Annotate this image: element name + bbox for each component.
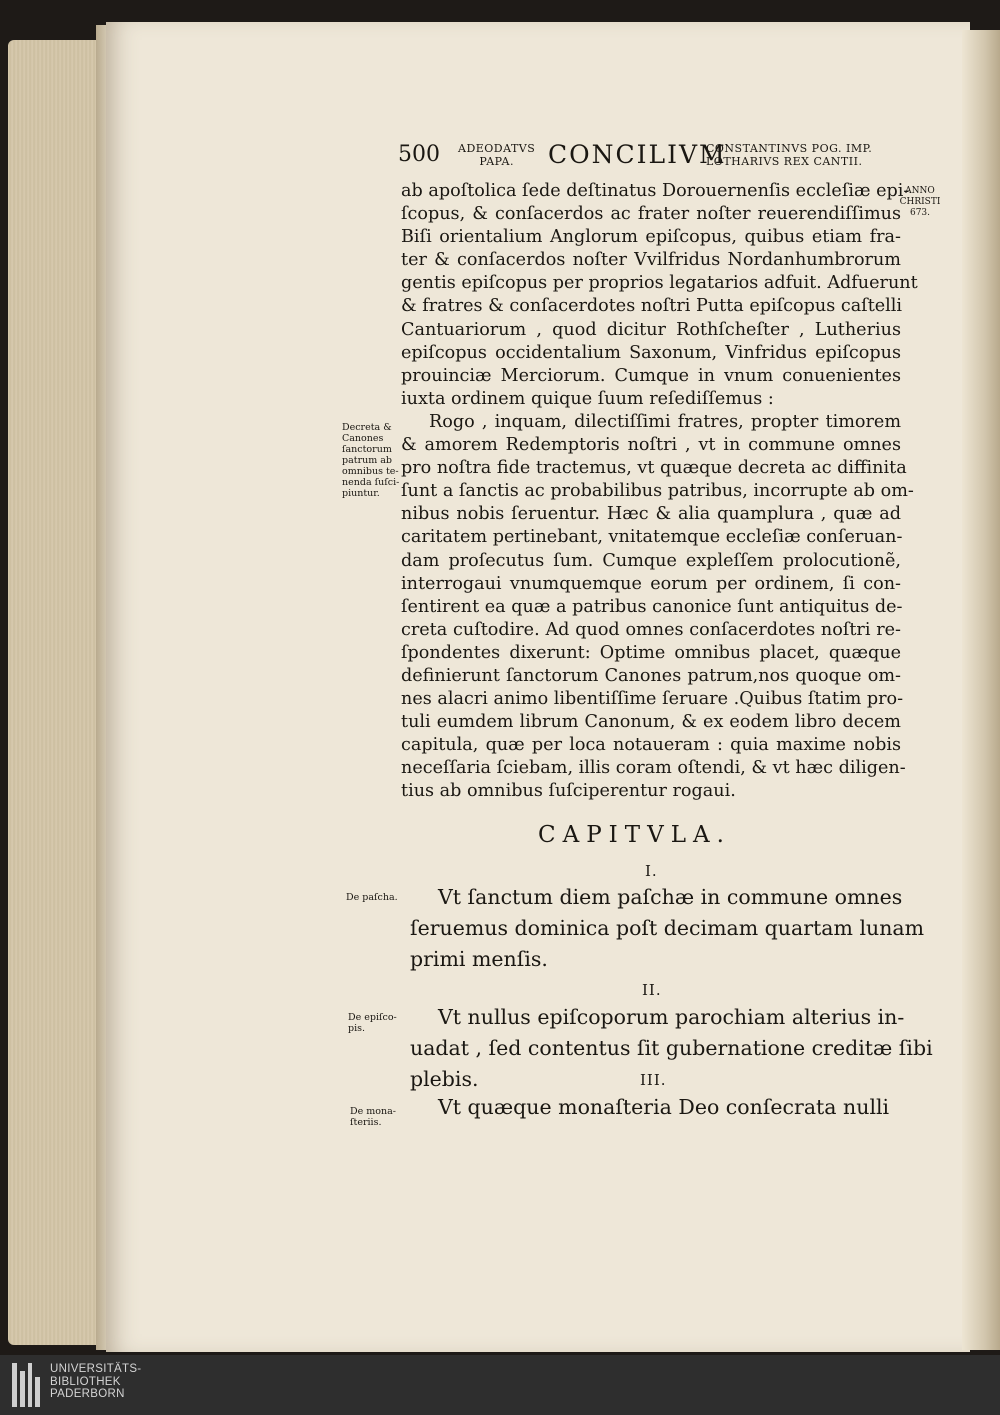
year-side-note: ANNO CHRISTI 673. <box>899 186 941 218</box>
text-line: iuxta ordinem quique ſuum reſediſſemus : <box>401 388 774 409</box>
text-line: prouinciæ Merciorum. Cumque in vnum conuenientes <box>401 365 901 386</box>
text-line: epiſcopus occidentalium Saxonum, Vinfridus epiſcopus <box>401 342 901 363</box>
canon-line: plebis. <box>410 1067 479 1091</box>
canon-numeral: II. <box>642 981 662 999</box>
canon-line: primi menſis. <box>410 947 548 971</box>
text-line: ſcopus, & conſacerdos ac frater noſter reuerendiſſimus <box>401 204 901 225</box>
canon-line: Vt nullus epiſcoporum parochiam alterius in- <box>438 1005 905 1029</box>
margin-note-decreta: Decreta & Canones ſanctorum patrum ab omnibus te- nenda ſuſci- piuntur. <box>342 422 400 499</box>
margin-note-monasteriis: De mona- ſteriis. <box>350 1106 396 1128</box>
text-line: creta cuſtodire. Ad quod omnes conſacerdotes noſtri re- <box>401 619 901 640</box>
text-line: ſentirent ea quæ a patribus canonice ſunt antiquitus de- <box>401 596 903 617</box>
text-line: nes alacri animo libentiſſime ſeruare .Quibus ſtatim pro- <box>401 689 904 710</box>
text-line: interrogaui vnumquemque eorum per ordinem, ſi con- <box>401 573 901 594</box>
running-title: CONCILIVM <box>548 140 727 169</box>
text-line: definierunt ſanctorum Canones patrum,nos quoque om- <box>401 665 901 686</box>
canon-line: Vt ſanctum diem paſchæ in commune omnes <box>438 885 903 909</box>
body-text <box>401 180 918 804</box>
canon-numeral: I. <box>645 862 658 880</box>
running-header <box>398 142 878 182</box>
text-line: neceſſaria ſciebam, illis coram oſtendi, & vt hæc diligen- <box>401 758 906 779</box>
text-line: ter & conſacerdos noſter Vvilfridus Nordanhumbrorum <box>401 250 901 271</box>
rulers-names: CONSTANTINVS POG. IMP. LOTHARIVS REX CANTII. <box>706 142 873 168</box>
text-line: dam proſecutus ſum. Cumque expleſſem prolocutionẽ, <box>401 550 901 571</box>
canon-line: Vt quæque monaſteria Deo conſecrata nulli <box>438 1095 890 1119</box>
canon-text <box>410 882 925 975</box>
canon-numeral: III. <box>640 1071 667 1089</box>
canon-text <box>410 1092 902 1123</box>
page-right-edge <box>962 30 1000 1350</box>
margin-note-pascha: De paſcha. <box>346 892 398 903</box>
canon-line: uadat , ſed contentus ſit gubernatione creditæ ſibi <box>410 1036 933 1060</box>
text-line: tius ab omnibus ſuſciperentur rogaui. <box>401 781 736 802</box>
capitula-heading: CAPITVLA. <box>538 822 731 848</box>
pope-name: ADEODATVS PAPA. <box>458 142 536 168</box>
text-line: ſunt a ſanctis ac probabilibus patribus, incorrupte ab om- <box>401 481 914 502</box>
text-line: caritatem pertinebant, vnitatemque eccleſiæ conſeruan- <box>401 527 903 548</box>
viewer-footer <box>0 1355 1000 1415</box>
text-line: Biſi orientalium Anglorum epiſcopus, quibus etiam fra- <box>401 227 901 248</box>
library-logo-icon <box>12 1363 40 1407</box>
text-line: gentis epiſcopus per proprios legatarios adfuit. Adfuerunt <box>401 273 918 294</box>
page-number: 500 <box>398 142 440 167</box>
text-line: & fratres & conſacerdotes noſtri Putta epiſcopus caſtelli <box>401 296 903 317</box>
text-line: pro noſtra fide tractemus, vt quæque decreta ac diffinita <box>401 458 907 479</box>
text-line: Cantuariorum , quod dicitur Rothſcheſter , Lutherius <box>401 319 901 340</box>
text-line: nibus nobis ſeruentur. Hæc & alia quamplura , quæ ad <box>401 504 901 525</box>
library-logo: UNIVERSITÄTS- BIBLIOTHEK PADERBORN <box>12 1363 141 1407</box>
text-line: & amorem Redemptoris noſtri , vt in commune omnes <box>401 435 901 456</box>
text-line: Rogo , inquam, dilectiſſimi fratres, propter timorem <box>429 411 901 432</box>
text-line: ſpondentes dixerunt: Optime omnibus placet, quæque <box>401 642 901 663</box>
text-line: capitula, quæ per loca notaueram : quia maxime nobis <box>401 735 901 756</box>
text-line: ab apoſtolica ſede deſtinatus Dorouernenſis eccleſiæ epi- <box>401 181 910 201</box>
book-page-edges <box>8 40 106 1345</box>
margin-note-episcopis: De epiſco- pis. <box>348 1012 397 1034</box>
text-line: tuli eumdem librum Canonum, & ex eodem libro decem <box>401 712 901 733</box>
canon-line: ſeruemus dominica poſt decimam quartam lunam <box>410 916 925 940</box>
